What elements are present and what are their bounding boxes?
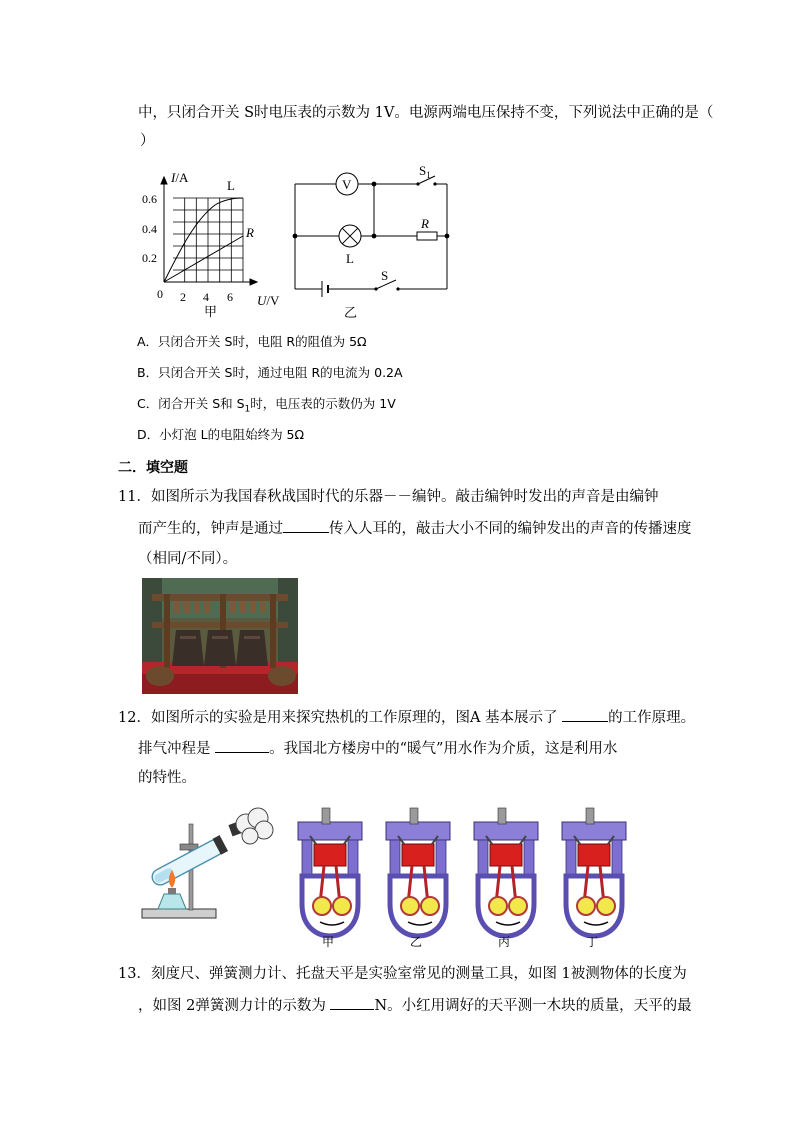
engine-stroke-b: [386, 808, 450, 936]
y-axis-arrow: [161, 177, 167, 184]
resistor-symbol: [417, 232, 437, 240]
q12-text-line1: 12．如图所示的实验是用来探究热机的工作原理的，图A 基本展示了 的工作原理。: [118, 707, 695, 728]
engine-stroke-d: [562, 808, 626, 936]
x-axis-label: U/V: [257, 293, 280, 308]
engine-stroke-c: [474, 808, 538, 936]
switch-s-label: S: [381, 268, 389, 283]
q11-text-line2: 而产生的，钟声是通过 传入人耳的，敲击大小不同的编钟发出的声音的传播速度: [138, 518, 692, 539]
iu-graph: [140, 165, 290, 320]
lamp-label: L: [346, 251, 354, 266]
ytick-0-6: 0.6: [142, 192, 157, 206]
q12-text-line2: 排气冲程是 。我国北方楼房中的“暖气”用水作为介质，这是利用水: [138, 738, 617, 759]
ytick-0-2: 0.2: [142, 251, 157, 265]
option-b: B．只闭合开关 S时，通过电阻 R的电流为 0.2A: [137, 365, 403, 380]
engine-label-bing: 丙: [498, 935, 511, 949]
engine-label-yi: 乙: [410, 935, 423, 949]
section-title: 二．填空题: [118, 460, 188, 476]
curve-l-label: L: [227, 178, 235, 193]
xtick-2: 2: [180, 290, 186, 304]
option-c: C．闭合开关 S和 $S_1$时，电压表的示数仍为 1V: [137, 396, 396, 415]
xtick-6: 6: [227, 290, 233, 304]
x-axis-arrow: [250, 279, 257, 285]
q13-blank-force[interactable]: [330, 995, 374, 1010]
q13-text-line2: ，如图 2弹簧测力计的示数为 N。小红用调好的天平测一木块的质量，天平的最: [138, 995, 692, 1016]
switch-s1-label: $S_1$: [419, 163, 431, 180]
engine-label-jia: 甲: [322, 935, 335, 949]
ytick-0-4: 0.4: [142, 222, 157, 236]
option-a: A．只闭合开关 S时，电阻 R的阻值为 5Ω: [137, 334, 367, 349]
option-d: D．小灯泡 L的电阻始终为 5Ω: [137, 427, 305, 442]
voltmeter-label: V: [342, 177, 352, 192]
q10-text-line1: 中，只闭合开关 S时电压表的示数为 1V。电源两端电压保持不变，下列说法中正确的是（: [138, 105, 714, 121]
q13-text-line1: 13．刻度尺、弹簧测力计、托盘天平是实验室常见的测量工具，如图 1被测物体的长度为: [118, 966, 687, 982]
bianzhong-photo: [142, 578, 298, 694]
q11-blank-medium[interactable]: [283, 518, 329, 533]
xtick-4: 4: [203, 290, 209, 304]
origin-label: 0: [157, 287, 163, 301]
engine-strokes-figure: [288, 800, 648, 950]
graph-caption: 甲: [204, 304, 218, 319]
q12-text-line3: 的特性。: [138, 770, 196, 786]
resistor-label: R: [421, 216, 429, 231]
q11-text-line3: （相同/不同）。: [138, 551, 238, 567]
engine-stroke-a: [298, 808, 362, 936]
q12-blank-1[interactable]: [562, 707, 608, 722]
q10-text-line2: ）: [140, 133, 155, 149]
curve-r-label: R: [246, 225, 254, 240]
engine-label-ding: 丁: [586, 935, 599, 949]
y-axis-label: I/A: [171, 170, 189, 185]
circuit-caption: 乙: [344, 305, 358, 320]
q11-text-line1: 11．如图所示为我国春秋战国时代的乐器－－编钟。敲击编钟时发出的声音是由编钟: [118, 489, 659, 505]
q12-blank-2[interactable]: [215, 738, 269, 753]
circuit-diagram: [288, 163, 453, 323]
heat-experiment-figure: [140, 806, 275, 924]
